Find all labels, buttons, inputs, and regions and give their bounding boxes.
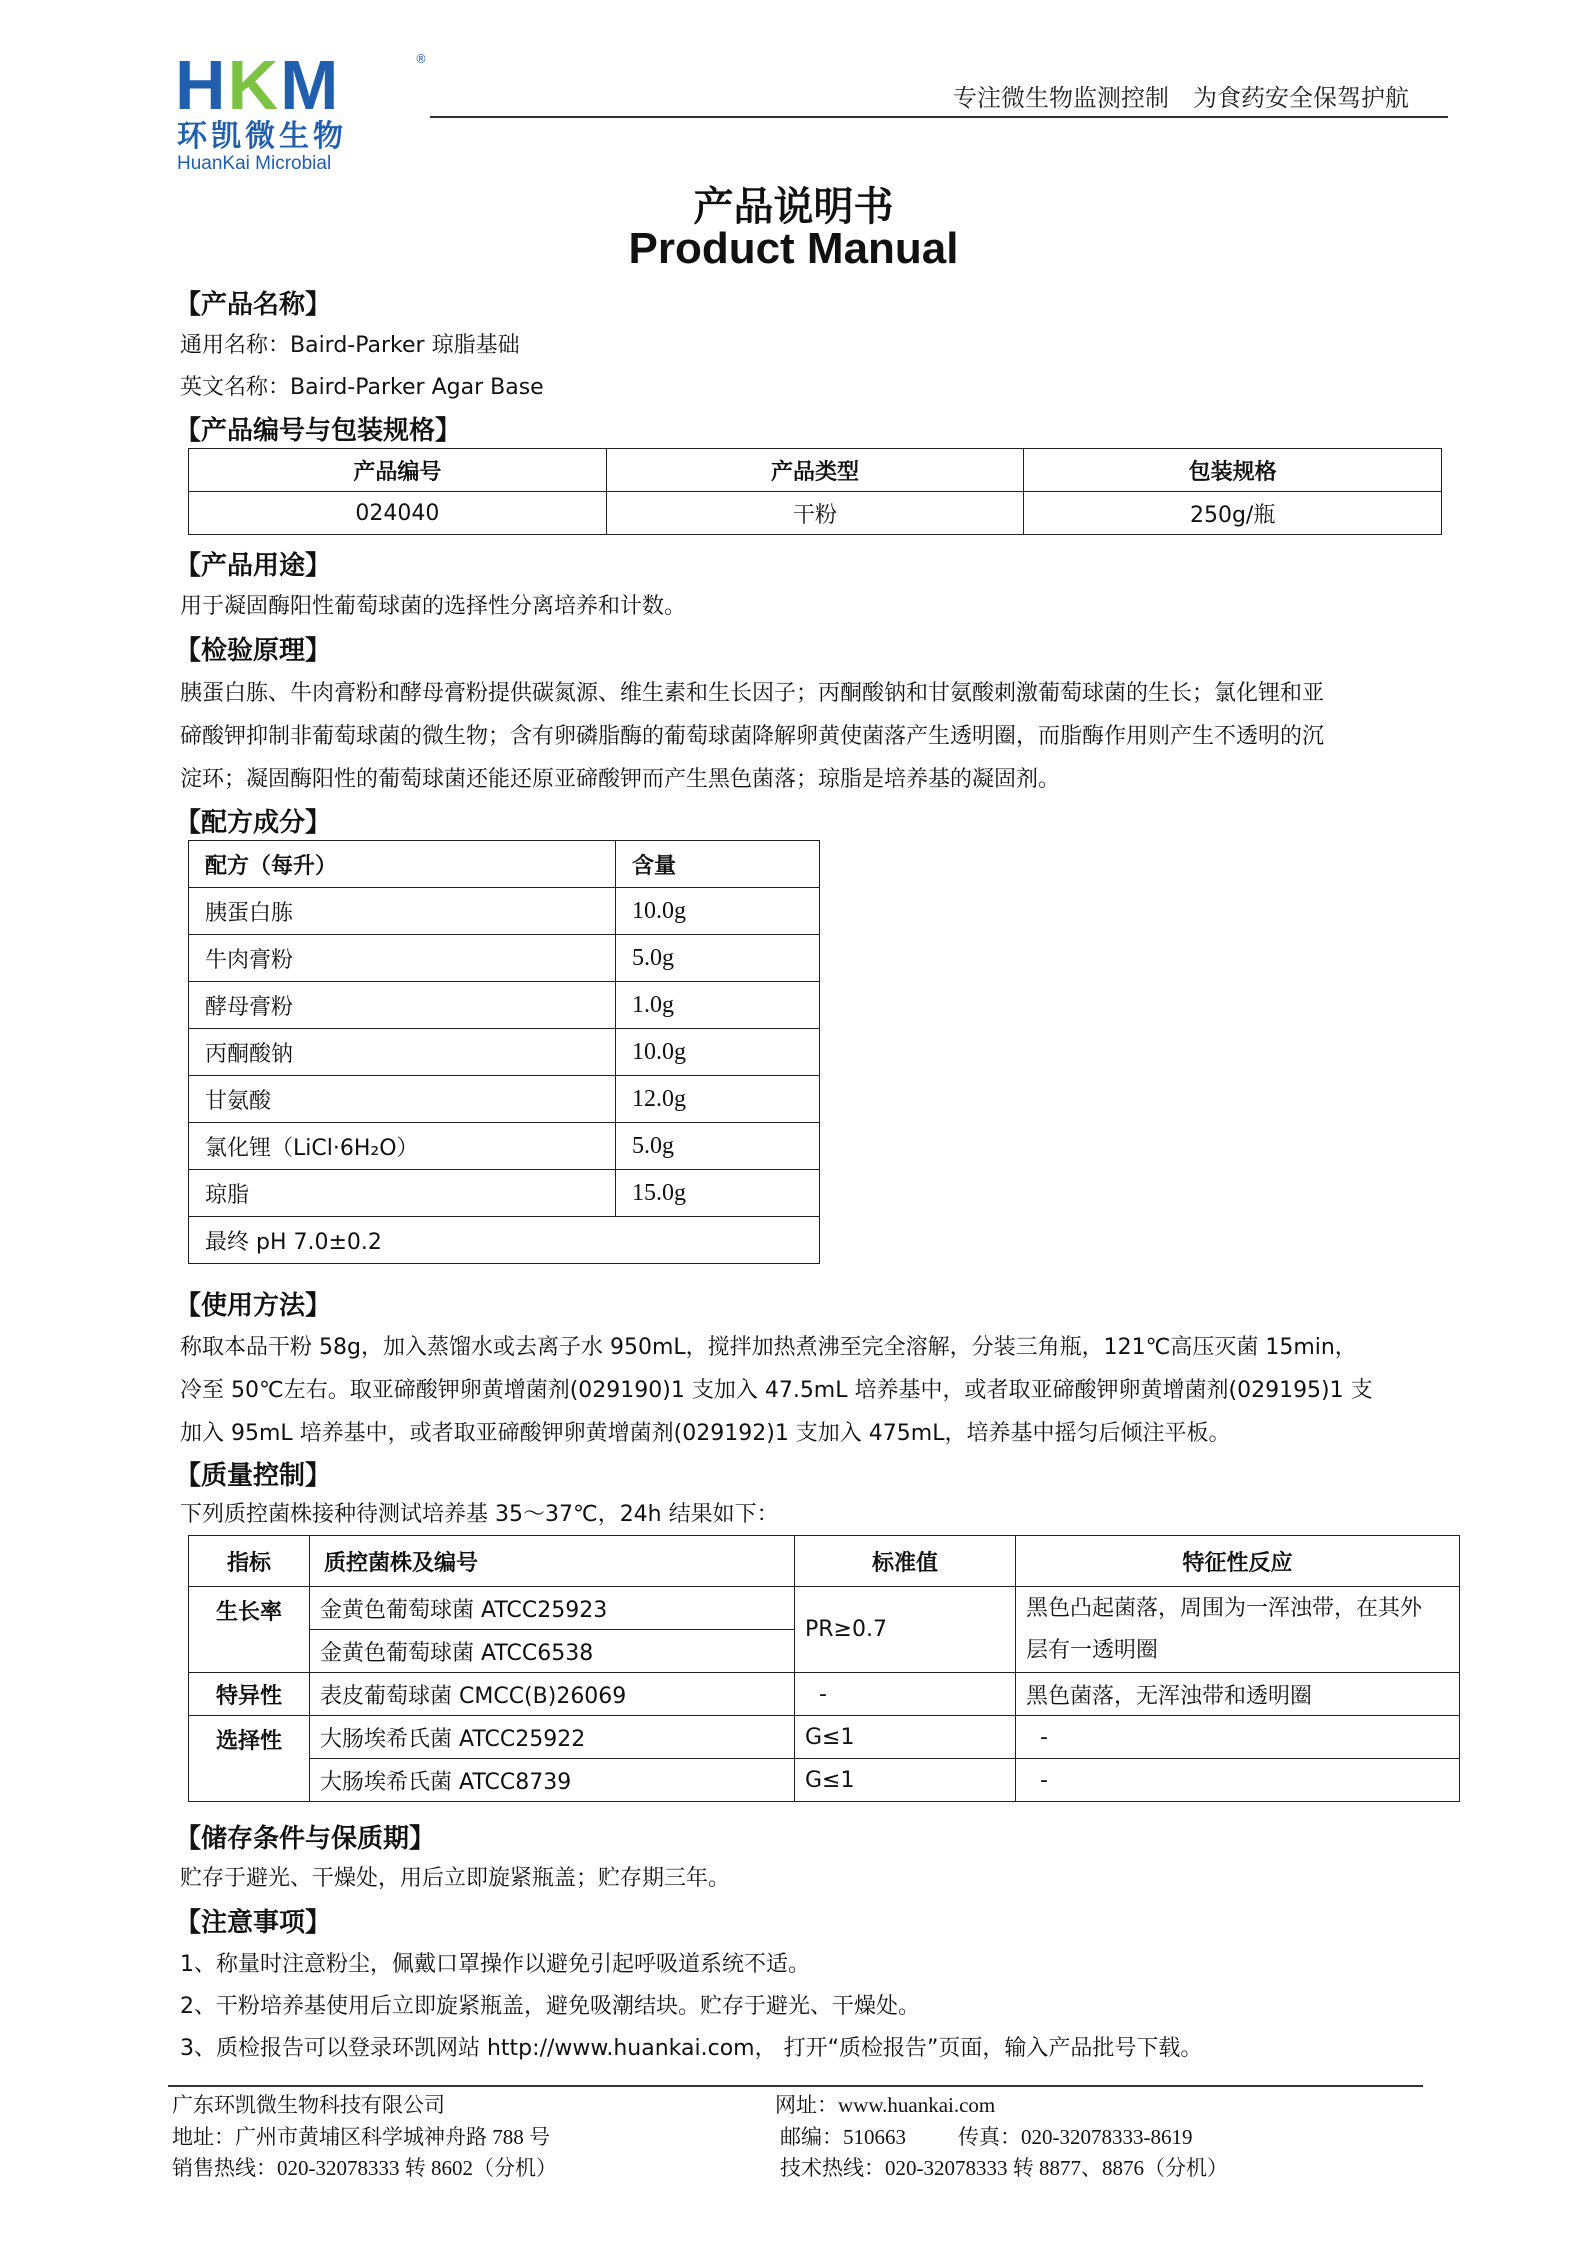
footer-postcode: 邮编：510663 (780, 2125, 906, 2149)
note-item: 3、质检报告可以登录环凯网站 http://www.huankai.com， 打开“质检报告”页面，输入产品批号下载。 (180, 2036, 1203, 2061)
heading-method: 【使用方法】 (175, 1291, 332, 1321)
logo-letter: K (227, 46, 281, 124)
principle-line: 胰蛋白胨、牛肉膏粉和酵母膏粉提供碳氮源、维生素和生长因子；丙酮酸钠和甘氨酸刺激葡萄球菌的生长；氯化锂和亚 (180, 681, 1325, 706)
note-item: 1、称量时注意粉尘，佩戴口罩操作以避免引起呼吸道系统不适。 (180, 1952, 810, 1977)
common-name: 通用名称：Baird-Parker 琼脂基础 (180, 333, 520, 358)
final-ph: 最终 pH 7.0±0.2 (189, 1217, 820, 1264)
footer-sales-hotline: 销售热线：020-32078333 转 8602（分机） (172, 2156, 557, 2180)
logo-hkm (175, 46, 341, 124)
table-row (189, 1170, 820, 1217)
ingredient-amount: 1.0g (616, 982, 820, 1029)
footer-fax: 传真：020-32078333-8619 (958, 2125, 1193, 2149)
indicator-growth: 生长率 (189, 1587, 310, 1673)
indicator-selectivity: 选择性 (189, 1716, 310, 1802)
ingredient-name: 甘氨酸 (189, 1076, 616, 1123)
product-code: 024040 (189, 492, 607, 535)
heading-use: 【产品用途】 (175, 551, 332, 581)
footer-website[interactable]: 网址：www.huankai.com (775, 2093, 996, 2117)
reaction-line: 黑色凸起菌落，周围为一浑浊带，在其外 (1026, 1595, 1423, 1621)
reaction: 黑色菌落，无浑浊带和透明圈 (1016, 1673, 1460, 1716)
logo-letter: M (280, 46, 341, 124)
heading-qc: 【质量控制】 (175, 1461, 332, 1491)
ingredient-amount: 5.0g (616, 935, 820, 982)
qc-table (188, 1535, 1460, 1802)
product-type: 干粉 (606, 492, 1024, 535)
ingredient-amount: 12.0g (616, 1076, 820, 1123)
method-line: 加入 95mL 培养基中，或者取亚碲酸钾卵黄增菌剂(029192)1 支加入 475mL，培养基中摇匀后倾注平板。 (180, 1421, 1231, 1446)
ingredient-name: 胰蛋白胨 (189, 888, 616, 935)
col-strain: 质控菌株及编号 (310, 1536, 795, 1587)
ingredient-name: 牛肉膏粉 (189, 935, 616, 982)
col-package-spec: 包装规格 (1024, 449, 1442, 492)
storage-text: 贮存于避光、干燥处，用后立即旋紧瓶盖；贮存期三年。 (180, 1866, 731, 1891)
package-table (188, 448, 1442, 535)
table-row (189, 1217, 820, 1264)
table-row (189, 1673, 1460, 1716)
logo-letter: H (175, 46, 228, 124)
heading-product-name: 【产品名称】 (175, 290, 332, 320)
header-slogan: 专注微生物监测控制 为食药安全保驾护航 (953, 84, 1409, 112)
ingredient-amount: 15.0g (616, 1170, 820, 1217)
ingredient-name: 氯化锂（LiCl·6H₂O） (189, 1123, 616, 1170)
strain: 大肠埃希氏菌 ATCC25922 (310, 1716, 795, 1759)
table-row (189, 1716, 1460, 1759)
logo-english-name: HuanKai Microbial (177, 153, 332, 174)
heading-storage: 【储存条件与保质期】 (175, 1824, 436, 1854)
col-reaction: 特征性反应 (1016, 1536, 1460, 1587)
method-line: 冷至 50℃左右。取亚碲酸钾卵黄增菌剂(029190)1 支加入 47.5mL 培养基中，或者取亚碲酸钾卵黄增菌剂(029195)1 支 (180, 1378, 1373, 1403)
col-amount: 含量 (616, 841, 820, 888)
reaction: - (1016, 1759, 1460, 1802)
heading-package: 【产品编号与包装规格】 (175, 416, 462, 446)
package-spec: 250g/瓶 (1024, 492, 1442, 535)
registered-mark: ® (415, 52, 427, 66)
table-header-row (189, 1536, 1460, 1587)
method-text (180, 1326, 1445, 1455)
principle-line: 淀环；凝固酶阳性的葡萄球菌还能还原亚碲酸钾而产生黑色菌落；琼脂是培养基的凝固剂。 (180, 767, 1061, 792)
strain: 表皮葡萄球菌 CMCC(B)26069 (310, 1673, 795, 1716)
footer-tech-hotline: 技术热线：020-32078333 转 8877、8876（分机） (780, 2156, 1228, 2180)
reaction: - (1016, 1716, 1460, 1759)
table-row (189, 1123, 820, 1170)
table-row (189, 1759, 1460, 1802)
company-logo (175, 46, 445, 174)
table-row (189, 1587, 1460, 1630)
table-header-row (189, 841, 820, 888)
footer-company: 广东环凯微生物科技有限公司 (172, 2093, 445, 2117)
col-product-code: 产品编号 (189, 449, 607, 492)
qc-intro: 下列质控菌株接种待测试培养基 35～37℃，24h 结果如下： (180, 1502, 779, 1527)
table-row (189, 888, 820, 935)
heading-notes: 【注意事项】 (175, 1908, 332, 1938)
standard-value: - (795, 1673, 1016, 1716)
standard-value: PR≥0.7 (795, 1587, 1016, 1673)
ingredient-name: 琼脂 (189, 1170, 616, 1217)
ingredient-amount: 10.0g (616, 888, 820, 935)
title-english: Product Manual (628, 224, 959, 273)
footer-address: 地址：广州市黄埔区科学城神舟路 788 号 (172, 2125, 550, 2149)
footer-divider (168, 2085, 1423, 2087)
col-product-type: 产品类型 (606, 449, 1024, 492)
table-row (189, 1029, 820, 1076)
use-text: 用于凝固酶阳性葡萄球菌的选择性分离培养和计数。 (180, 594, 687, 619)
strain: 金黄色葡萄球菌 ATCC6538 (310, 1630, 795, 1673)
strain: 金黄色葡萄球菌 ATCC25923 (310, 1587, 795, 1630)
method-line: 称取本品干粉 58g，加入蒸馏水或去离子水 950mL，搅拌加热煮沸至完全溶解，分装三角瓶，121℃高压灭菌 15min， (180, 1335, 1357, 1360)
header-divider (430, 116, 1448, 118)
col-ingredient: 配方（每升） (189, 841, 616, 888)
indicator-specificity: 特异性 (189, 1673, 310, 1716)
ingredient-amount: 10.0g (616, 1029, 820, 1076)
strain: 大肠埃希氏菌 ATCC8739 (310, 1759, 795, 1802)
table-row (189, 935, 820, 982)
heading-formula: 【配方成分】 (175, 808, 332, 838)
english-name: 英文名称：Baird-Parker Agar Base (180, 375, 544, 400)
standard-value: G≤1 (795, 1716, 1016, 1759)
logo-chinese-name: 环凯微生物 (177, 119, 347, 154)
standard-value: G≤1 (795, 1759, 1016, 1802)
table-row (189, 1076, 820, 1123)
ingredient-amount: 5.0g (616, 1123, 820, 1170)
note-item: 2、干粉培养基使用后立即旋紧瓶盖，避免吸潮结块。贮存于避光、干燥处。 (180, 1994, 920, 2019)
col-indicator: 指标 (189, 1536, 310, 1587)
ingredient-name: 丙酮酸钠 (189, 1029, 616, 1076)
table-row (189, 492, 1442, 535)
ingredient-name: 酵母膏粉 (189, 982, 616, 1029)
table-header-row (189, 449, 1442, 492)
reaction (1016, 1587, 1460, 1673)
table-row (189, 982, 820, 1029)
formula-table (188, 840, 820, 1264)
title-chinese: 产品说明书 (693, 184, 894, 230)
reaction-line: 层有一透明圈 (1026, 1637, 1159, 1663)
principle-line: 碲酸钾抑制非葡萄球菌的微生物；含有卵磷脂酶的葡萄球菌降解卵黄使菌落产生透明圈，而脂酶作用则产生不透明的沉 (180, 724, 1325, 749)
heading-principle: 【检验原理】 (175, 636, 332, 666)
col-standard: 标准值 (795, 1536, 1016, 1587)
principle-text (180, 672, 1445, 801)
